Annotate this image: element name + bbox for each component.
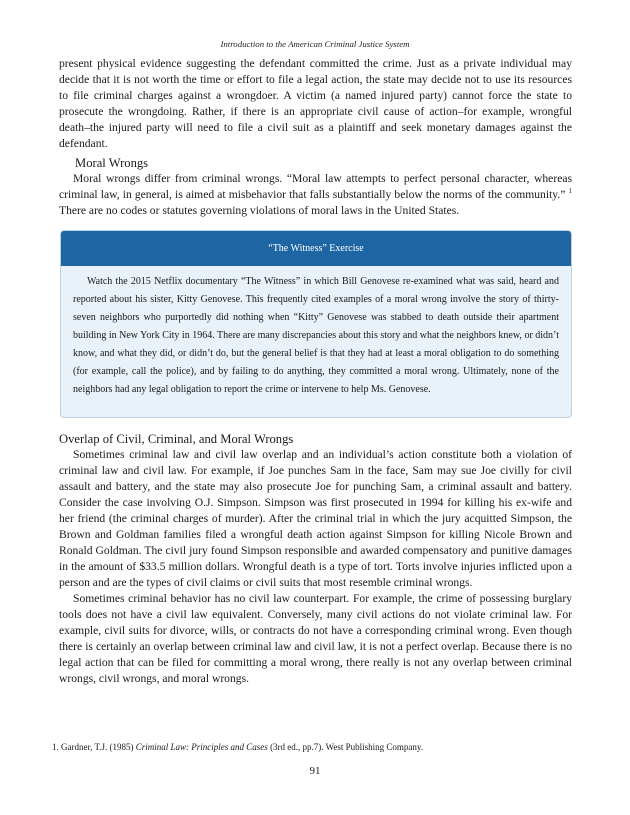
witness-exercise-callout bbox=[60, 230, 572, 418]
moral-wrongs-heading: Moral Wrongs bbox=[75, 156, 149, 170]
footnote-book-title: Criminal Law: Principles and Cases bbox=[135, 742, 268, 752]
footnote-details: (3rd ed., pp.7). West Publishing Company. bbox=[270, 742, 424, 752]
callout-title: “The Witness” Exercise bbox=[61, 231, 571, 266]
overlap-paragraph-1: Sometimes criminal law and civil law overlap and an individual’s action constitute both a violation of criminal law and civil law. For example, if Joe punches Sam in the face, Sam may sue Joe civilly for civil assault and battery, and the state may also prosecute Joe for punching Sam, a criminal assault and battery. Consider the case involving O.J. Simpson. Simpson was first prosecuted in 1994 for killing his ex-wife and her friend (the criminal charges of murder). After the criminal trial in which the jury acquitted Simpson, the Brown and Goldman families filed a wrongful death action against Simpson for killing Nicole Brown and Ronald Goldman. The civil jury found Simpson responsible and awarded compensatory and punitive damages in the amount of $33.5 million dollars. Wrongful death is a type of tort. Torts involve injuries inflicted upon a person and are the types of civil claims or civil suits that most resemble criminal wrongs. bbox=[59, 448, 572, 589]
moral-wrongs-paragraph bbox=[59, 171, 572, 219]
moral-wrongs-text: Moral wrongs differ from criminal wrongs. “Moral law attempts to perfect personal character, whereas criminal law, in general, is aimed at misbehavior that falls substantially below the norms of the community.” bbox=[59, 172, 572, 201]
intro-paragraph: present physical evidence suggesting the defendant committed the crime. Just as a private individual may decide that it is not worth the time or effort to file a legal action, the state may decide not to use its resources to file criminal charges against a wrongdoer. A victim (a named injured party) cannot force the state to prosecute the wrongdoing. Rather, if there is an appropriate civil cause of action–for example, wrongful death–the injured party will need to file a civil suit as a plaintiff and seek monetary damages against the defendant. bbox=[59, 57, 572, 150]
overlap-paragraph-2: Sometimes criminal behavior has no civil law counterpart. For example, the crime of possessing burglary tools does not have a civil law equivalent. Conversely, many civil actions do not violate criminal law. For example, civil suits for divorce, wills, or contracts do not have a corresponding criminal wrong. Even though there is certainly an overlap between criminal law and civil law, it is not a perfect overlap. Because there is no legal action that can be filed for committing a moral wrong, there really is not any overlap between criminal wrongs, civil wrongs, and moral wrongs. bbox=[59, 592, 572, 685]
page-number: 91 bbox=[309, 765, 321, 777]
moral-wrongs-text-end: There are no codes or statutes governing violations of moral laws in the United States. bbox=[59, 204, 460, 217]
footnote bbox=[52, 741, 592, 753]
footnote-author: Gardner, T.J. (1985) bbox=[61, 742, 134, 752]
running-header: Introduction to the American Criminal Justice System bbox=[220, 39, 410, 49]
overlap-heading: Overlap of Civil, Criminal, and Moral Wrongs bbox=[59, 432, 294, 446]
footnote-number: 1. bbox=[52, 742, 59, 752]
callout-body: Watch the 2015 Netflix documentary “The Witness” in which Bill Genovese re-examined what was said, heard and reported about his sister, Kitty Genovese. This frequently cited examples of a moral wrong involve the story of thirty-seven neighbors who purportedly did nothing when “Kitty” Genovese was stabbed to death outside their apartment building in New York City in 1964. There are many discrepancies about this story and what the neighbors knew, or didn’t know, and what they did, or didn’t do, but the general belief is that they had at least a moral obligation to do something (for example, call the police), and by failing to do anything, they committed a moral wrong. Ultimately, none of the neighbors had any legal obligation to report the crime or intervene to help Ms. Genovese. bbox=[73, 276, 559, 395]
footnote-reference[interactable]: 1 bbox=[568, 187, 572, 196]
